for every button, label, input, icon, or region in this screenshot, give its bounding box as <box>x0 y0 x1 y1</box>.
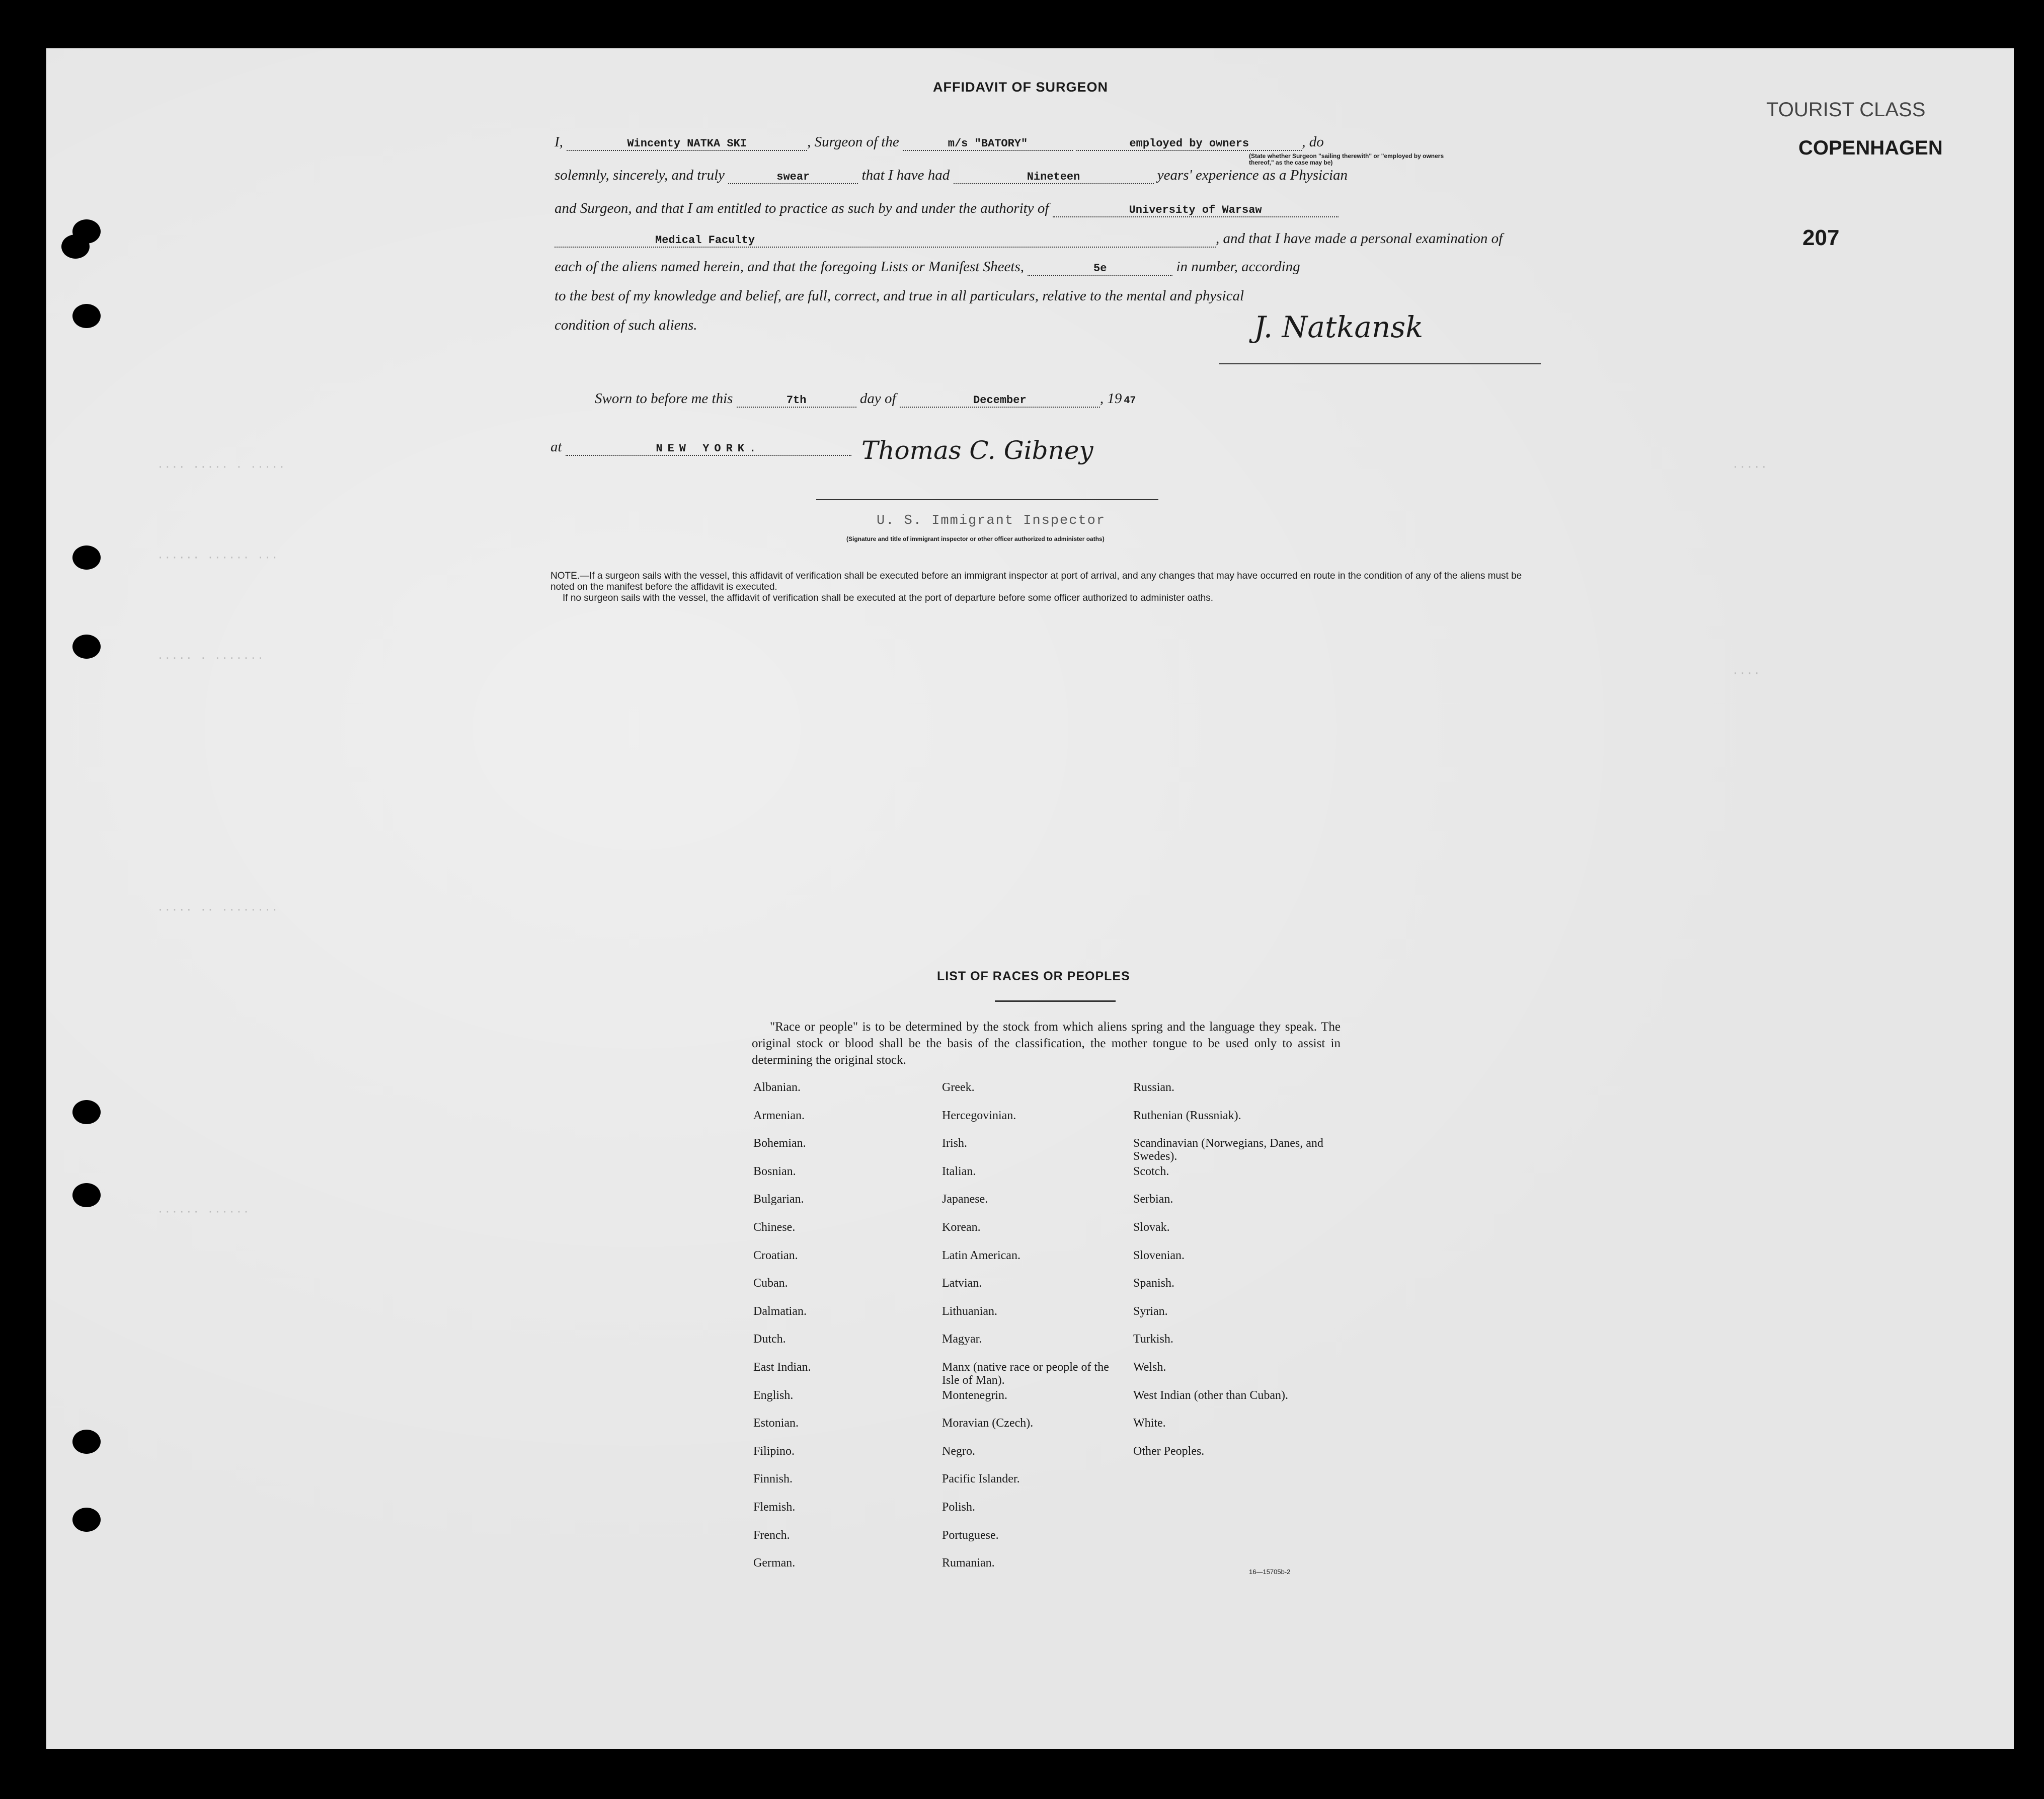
race-item: Irish. <box>942 1137 967 1150</box>
races-column-3 <box>1133 1081 1324 1472</box>
race-item: Magyar. <box>942 1333 982 1346</box>
race-item: Filipino. <box>753 1444 795 1458</box>
race-item: Spanish. <box>1133 1277 1175 1290</box>
bleed-through-text: ···· ····· · ····· <box>157 461 286 474</box>
affidavit-line-1: I, Wincenty NATKA SKI , Surgeon of the m/s "BATORY" employed by owners , do <box>555 134 1324 150</box>
class-label: TOURIST CLASS <box>1766 99 1926 121</box>
punch-hole <box>72 545 101 570</box>
affidavit-title: AFFIDAVIT OF SURGEON <box>933 80 1108 95</box>
race-item: Dalmatian. <box>753 1304 807 1318</box>
bleed-through-text: ···· <box>1732 667 1761 680</box>
employment-field: employed by owners <box>1076 137 1302 151</box>
race-item: East Indian. <box>753 1360 811 1374</box>
punch-hole <box>72 1508 101 1532</box>
punch-hole <box>72 1100 101 1124</box>
sworn-month-field: December <box>900 394 1100 408</box>
race-item: Italian. <box>942 1164 976 1178</box>
authority-continued-field: Medical Faculty <box>555 234 1216 248</box>
affidavit-line-5: each of the aliens named herein, and that the foregoing Lists or Manifest Sheets, 5e in number, according <box>555 259 1300 275</box>
race-item: Bohemian. <box>753 1137 806 1150</box>
race-item: Other Peoples. <box>1133 1444 1205 1458</box>
punch-hole <box>72 1183 101 1207</box>
surgeon-signature: J. Natkansk <box>1254 310 1424 344</box>
bleed-through-text: ····· <box>1732 461 1768 474</box>
race-item: Dutch. <box>753 1333 786 1346</box>
sworn-place-line: at NEW YORK. <box>551 439 851 456</box>
inspector-signature: Thomas C. Gibney <box>861 436 1093 465</box>
race-item: Chinese. <box>753 1220 796 1234</box>
race-item: Latvian. <box>942 1277 982 1290</box>
race-item: Albanian. <box>753 1081 801 1094</box>
port-label: COPENHAGEN <box>1798 137 1943 159</box>
race-item: Japanese. <box>942 1193 988 1206</box>
authority-field: University of Warsaw <box>1053 204 1339 217</box>
manifest-page <box>46 48 2014 1749</box>
races-column-1 <box>753 1081 919 1585</box>
race-item: Russian. <box>1133 1081 1175 1094</box>
race-item: Welsh. <box>1133 1360 1166 1374</box>
race-item: Manx (native race or people of the Isle of Man). <box>942 1360 1109 1387</box>
race-item: Armenian. <box>753 1109 805 1122</box>
race-item: Korean. <box>942 1220 981 1234</box>
race-item: Greek. <box>942 1081 975 1094</box>
race-item: West Indian (other than Cuban). <box>1133 1388 1288 1402</box>
surgeon-signature-line <box>1219 363 1541 364</box>
race-item: Moravian (Czech). <box>942 1417 1034 1430</box>
race-item: Polish. <box>942 1500 976 1514</box>
vessel-name-field: m/s "BATORY" <box>903 137 1073 151</box>
inspector-caption: (Signature and title of immigrant inspector or other officer authorized to administer oaths) <box>846 535 1105 542</box>
race-item: Lithuanian. <box>942 1304 997 1318</box>
bleed-through-text: ······ ······ ··· <box>157 552 279 564</box>
bleed-through-text: ····· · ······· <box>157 652 265 665</box>
race-item: Bulgarian. <box>753 1193 804 1206</box>
race-item: Syrian. <box>1133 1304 1168 1318</box>
affidavit-note: NOTE.—If a surgeon sails with the vessel, this affidavit of verification shall be executed before an immigrant inspector at port of arrival, and any changes that may have occurred en route in the condition of any of the aliens must be noted on the manifest before the affidavit is executed. If no surgeon sails with the vessel, the affidavit of verification shall be executed at the port of departure before some officer authorized to administer oaths. <box>551 571 1522 603</box>
race-item: Negro. <box>942 1444 975 1458</box>
race-item: German. <box>753 1556 796 1570</box>
race-item: Slovak. <box>1133 1220 1170 1234</box>
race-item: Scotch. <box>1133 1164 1169 1178</box>
races-title-underline <box>995 1000 1116 1002</box>
race-item: Pacific Islander. <box>942 1472 1020 1486</box>
affidavit-line-4: Medical Faculty , and that I have made a personal examination of <box>555 230 1503 248</box>
races-column-2 <box>942 1081 1118 1585</box>
sworn-year-field: 47 <box>1124 395 1136 407</box>
surgeon-name-field: Wincenty NATKA SKI <box>567 137 807 151</box>
race-item: French. <box>753 1528 790 1542</box>
form-number: 16—15705b-2 <box>1249 1568 1291 1576</box>
race-item: Montenegrin. <box>942 1388 1007 1402</box>
punch-hole <box>72 1430 101 1454</box>
race-item: Finnish. <box>753 1472 793 1486</box>
race-item: Serbian. <box>1133 1193 1173 1206</box>
punch-hole <box>72 304 101 328</box>
race-item: Hercegovinian. <box>942 1109 1016 1122</box>
affidavit-line-2: solemnly, sincerely, and truly swear that I have had Nineteen years' experience as a Physician <box>555 167 1348 183</box>
sworn-place-field: NEW YORK. <box>566 442 851 456</box>
inspector-signature-line <box>816 499 1158 500</box>
page-number: 207 <box>1802 225 1840 250</box>
bleed-through-text: ······ ······ <box>157 1206 250 1218</box>
race-item: Flemish. <box>753 1500 796 1514</box>
race-item: Slovenian. <box>1133 1248 1185 1262</box>
races-title: LIST OF RACES OR PEOPLES <box>937 969 1130 983</box>
bleed-through-text: ····· ·· ········ <box>157 904 279 916</box>
sworn-line: Sworn to before me this 7th day of December , 19 47 <box>595 390 1138 408</box>
oath-field: swear <box>728 171 858 184</box>
race-item: Bosnian. <box>753 1164 796 1178</box>
race-item: Portuguese. <box>942 1528 999 1542</box>
race-item: Turkish. <box>1133 1333 1173 1346</box>
employment-note: (State whether Surgeon "sailing therewith" or "employed by owners thereof," as the case may be) <box>1249 152 1444 166</box>
race-item: Estonian. <box>753 1417 799 1430</box>
affidavit-line-3: and Surgeon, and that I am entitled to practice as such by and under the authority of University of Warsaw <box>555 200 1339 217</box>
affidavit-line-6: to the best of my knowledge and belief, are full, correct, and true in all particulars, relative to the mental and physical <box>555 288 1244 304</box>
punch-hole <box>72 635 101 659</box>
affidavit-line-7: condition of such aliens. <box>555 317 697 333</box>
race-item: English. <box>753 1388 794 1402</box>
inspector-title: U. S. Immigrant Inspector <box>877 513 1106 528</box>
race-item: Latin American. <box>942 1248 1020 1262</box>
race-item: Scandinavian (Norwegians, Danes, and Swedes). <box>1133 1137 1323 1163</box>
race-item: Rumanian. <box>942 1556 995 1570</box>
races-intro: "Race or people" is to be determined by the stock from which aliens spring and the language they speak. The original stock or blood shall be the basis of the classification, the mother tongue to be used only to assist in determining the original stock. <box>752 1020 1341 1067</box>
years-field: Nineteen <box>954 171 1154 184</box>
punch-hole <box>61 234 90 259</box>
sworn-day-field: 7th <box>737 394 856 408</box>
race-item: White. <box>1133 1417 1166 1430</box>
sheets-count-field: 5e <box>1028 262 1172 276</box>
race-item: Ruthenian (Russniak). <box>1133 1109 1241 1122</box>
race-item: Cuban. <box>753 1277 788 1290</box>
race-item: Croatian. <box>753 1248 798 1262</box>
